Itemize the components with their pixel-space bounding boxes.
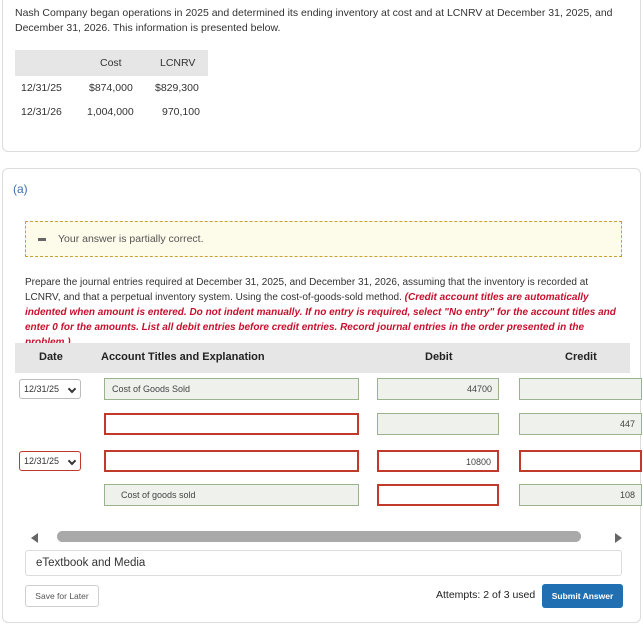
account-field[interactable]: Cost of goods sold: [104, 484, 359, 506]
date-select[interactable]: [19, 379, 81, 399]
account-field[interactable]: [104, 413, 359, 435]
journal-header: [15, 343, 630, 373]
scroll-left-arrow-icon[interactable]: [31, 533, 38, 543]
row-cost: 1,004,000: [87, 106, 134, 118]
debit-field[interactable]: [377, 484, 499, 506]
debit-field[interactable]: 44700: [377, 378, 499, 400]
instructions-emphasis: (Credit account titles are automatically indented when amount is entered. Do not indent manually. If no entry is required, select "No entry" for the account titles and enter 0 for the amounts. List all debit entries before credit entries. Record journal entries in the order presented in the: [25, 292, 616, 333]
date-value: 12/31/25: [24, 384, 60, 394]
row-lcnrv: $829,300: [155, 82, 199, 94]
account-column-header: Account Titles and Explanation: [101, 351, 265, 363]
intro-text: Nash Company began operations in 2025 and determined its ending inventory at cost and at LCNRV at December 31, 2025, and December 31, 2026. This information is presented below.: [15, 7, 613, 34]
account-field[interactable]: [104, 450, 359, 472]
chevron-down-icon: [68, 385, 76, 393]
feedback-banner: [25, 221, 622, 257]
etextbook-link[interactable]: eTextbook and Media: [25, 550, 622, 576]
row-date: 12/31/26: [21, 106, 62, 118]
save-for-later-button[interactable]: Save for Later: [25, 585, 99, 607]
row-cost: $874,000: [89, 82, 133, 94]
attempts-counter: Attempts: 2 of 3 used: [436, 589, 536, 601]
date-column-header: Date: [39, 351, 63, 363]
credit-field[interactable]: [519, 450, 642, 472]
scrollbar-thumb[interactable]: [57, 531, 581, 542]
part-label: (a): [13, 182, 28, 196]
credit-column-header: Credit: [565, 351, 597, 363]
date-select[interactable]: [19, 451, 81, 471]
lcnrv-header: LCNRV: [160, 57, 196, 69]
horizontal-scrollbar[interactable]: [57, 531, 581, 542]
instructions-text: Prepare the journal entries required at December 31, 2025, and December 31, 2026, assuming that the inventory is recorded at LCNRV, and that a perpetual inventory system. Using the cost-of-goods-sold method.: [25, 277, 589, 303]
feedback-text: Your answer is partially correct.: [58, 233, 204, 245]
date-value: 12/31/25: [24, 456, 60, 466]
partial-icon: [38, 238, 46, 241]
problem-panel: [2, 0, 641, 152]
account-field[interactable]: Cost of Goods Sold: [104, 378, 359, 400]
cost-header: Cost: [100, 57, 122, 69]
scroll-right-arrow-icon[interactable]: [615, 533, 622, 543]
row-lcnrv: 970,100: [162, 106, 200, 118]
chevron-down-icon: [68, 457, 76, 465]
debit-field[interactable]: 10800: [377, 450, 499, 472]
debit-field[interactable]: [377, 413, 499, 435]
instructions: [25, 275, 625, 350]
row-date: 12/31/25: [21, 82, 62, 94]
credit-field[interactable]: 447: [519, 413, 642, 435]
submit-answer-button[interactable]: Submit Answer: [542, 584, 623, 608]
debit-column-header: Debit: [425, 351, 453, 363]
credit-field[interactable]: [519, 378, 642, 400]
credit-field[interactable]: 108: [519, 484, 642, 506]
part-a-panel: [2, 168, 641, 623]
